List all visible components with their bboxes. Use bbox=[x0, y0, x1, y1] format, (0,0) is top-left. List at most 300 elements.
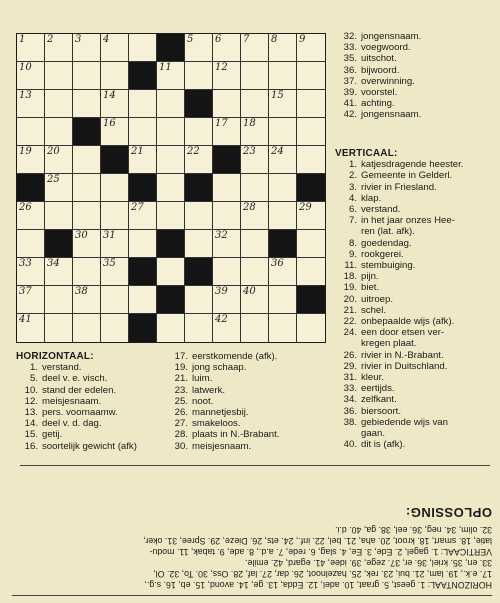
horizontaal-heading: HORIZONTAAL: bbox=[16, 351, 94, 362]
clue-number: 4 bbox=[103, 34, 110, 45]
grid-cell[interactable] bbox=[269, 174, 297, 202]
clue-number: 12 bbox=[215, 62, 228, 73]
black-square bbox=[185, 258, 213, 286]
clue-item bbox=[335, 65, 495, 76]
clue-item bbox=[166, 407, 326, 418]
grid-cell[interactable] bbox=[73, 258, 101, 286]
clue-item bbox=[16, 418, 186, 429]
clue-number: 29. bbox=[343, 360, 357, 372]
clue-number: 19. bbox=[343, 282, 357, 294]
clue-number: 5 bbox=[187, 34, 194, 45]
clue-item bbox=[16, 362, 186, 373]
clue-number: 36 bbox=[271, 258, 284, 269]
clue-number: 7. bbox=[348, 215, 357, 227]
grid-cell[interactable] bbox=[241, 62, 269, 90]
crossword-grid bbox=[16, 33, 326, 343]
clue-number: 31 bbox=[103, 230, 116, 241]
clue-number: 39 bbox=[215, 286, 228, 297]
black-square bbox=[129, 62, 157, 90]
clue-number: 10. bbox=[24, 384, 38, 396]
clue-number: 4. bbox=[348, 192, 357, 204]
grid-cell[interactable] bbox=[241, 174, 269, 202]
grid-cell[interactable] bbox=[213, 90, 241, 118]
grid-cell[interactable] bbox=[241, 230, 269, 258]
clue-number: 20. bbox=[343, 293, 357, 305]
clue-item bbox=[335, 238, 497, 249]
grid-cell[interactable] bbox=[213, 258, 241, 286]
clue-number: 24. bbox=[343, 327, 357, 339]
grid-cell[interactable] bbox=[17, 230, 45, 258]
grid-cell[interactable] bbox=[101, 34, 129, 62]
clue-text: schel. bbox=[361, 304, 387, 316]
grid-cell[interactable] bbox=[45, 314, 73, 342]
black-square bbox=[129, 258, 157, 286]
clue-number: 3 bbox=[75, 34, 82, 45]
clue-number: 40. bbox=[343, 439, 357, 451]
grid-cell[interactable] bbox=[241, 314, 269, 342]
clue-item bbox=[16, 385, 186, 396]
clue-number: 8 bbox=[271, 34, 278, 45]
clue-number: 21 bbox=[131, 146, 144, 157]
grid-cell[interactable] bbox=[101, 314, 129, 342]
solution-line: 17. e.k., 19. lam, 21. bui, 23. rek, 25. hazelnoot, 26. dar, 27. laf, 28. Oss, 30. To, 32. Ol, bbox=[153, 569, 492, 579]
horizontaal-clues-continued bbox=[335, 31, 495, 121]
divider bbox=[12, 595, 492, 596]
clue-text: kleur. bbox=[361, 372, 384, 384]
clue-text: deel v. e. visch. bbox=[42, 373, 108, 385]
clue-item bbox=[16, 429, 186, 440]
clue-item bbox=[335, 260, 497, 271]
solution-line: 32. olim, 34. neg, 36. eel, 38. ga, 40. d.i. bbox=[335, 525, 492, 535]
grid-cell[interactable] bbox=[101, 90, 129, 118]
grid-cell[interactable] bbox=[73, 202, 101, 230]
clue-number: 5. bbox=[29, 373, 38, 385]
clue-item bbox=[335, 193, 497, 204]
grid-cell[interactable] bbox=[297, 146, 325, 174]
clue-text: onbepaalde wijs (afk). bbox=[361, 316, 455, 328]
verticaal-heading: VERTICAAL: bbox=[335, 148, 398, 159]
grid-cell[interactable] bbox=[101, 62, 129, 90]
clue-number: 14. bbox=[24, 418, 38, 430]
grid-cell[interactable] bbox=[269, 314, 297, 342]
grid-cell[interactable] bbox=[45, 62, 73, 90]
clue-item bbox=[166, 373, 326, 384]
black-square bbox=[101, 146, 129, 174]
clue-item bbox=[166, 362, 326, 373]
grid-cell[interactable] bbox=[269, 202, 297, 230]
grid-cell[interactable] bbox=[157, 62, 185, 90]
clue-number: 36. bbox=[343, 405, 357, 417]
grid-cell[interactable] bbox=[157, 146, 185, 174]
clue-text: jongensnaam. bbox=[361, 109, 422, 121]
clue-number: 22. bbox=[343, 316, 357, 328]
clue-text: jongensnaam. bbox=[361, 31, 422, 42]
clue-text: een door etsen ver- kregen plaat. bbox=[361, 327, 445, 350]
clue-item bbox=[335, 350, 497, 361]
clue-text: getij. bbox=[42, 429, 63, 441]
clue-item bbox=[335, 53, 495, 64]
clue-number: 3. bbox=[348, 181, 357, 193]
grid-cell[interactable] bbox=[101, 174, 129, 202]
clue-number: 7 bbox=[243, 34, 250, 45]
solution-title: OPLOSSING: bbox=[405, 505, 492, 520]
grid-cell[interactable] bbox=[213, 174, 241, 202]
grid-cell[interactable] bbox=[157, 314, 185, 342]
clue-number: 16. bbox=[24, 440, 38, 452]
grid-cell[interactable] bbox=[241, 90, 269, 118]
grid-cell[interactable] bbox=[73, 62, 101, 90]
clue-item bbox=[335, 42, 495, 53]
grid-cell[interactable] bbox=[157, 258, 185, 286]
clue-item bbox=[335, 406, 497, 417]
grid-cell[interactable] bbox=[73, 90, 101, 118]
clue-item bbox=[166, 418, 326, 429]
clue-number: 35. bbox=[343, 53, 357, 65]
grid-cell[interactable] bbox=[157, 118, 185, 146]
grid-cell[interactable] bbox=[297, 314, 325, 342]
grid-cell[interactable] bbox=[269, 258, 297, 286]
grid-cell[interactable] bbox=[269, 62, 297, 90]
clue-text: latwerk. bbox=[192, 384, 226, 396]
grid-cell[interactable] bbox=[129, 34, 157, 62]
clue-item bbox=[335, 417, 497, 439]
clue-number: 1. bbox=[348, 159, 357, 171]
clue-text: katjesdragende heester. bbox=[361, 159, 464, 171]
clue-number: 23 bbox=[243, 146, 256, 157]
black-square bbox=[269, 230, 297, 258]
solution-line: latie, 18. smart, 18. kroot, 20. aha, 21. bel, 22. inf., 24. ets, 26. Dieze, 29. Spree, 31. oker, bbox=[143, 536, 492, 546]
grid-cell[interactable] bbox=[297, 202, 325, 230]
clue-number: 9 bbox=[299, 34, 306, 45]
black-square bbox=[213, 146, 241, 174]
clue-number: 2. bbox=[348, 170, 357, 182]
clue-item bbox=[166, 429, 326, 440]
clue-item bbox=[335, 204, 497, 215]
grid-cell[interactable] bbox=[17, 202, 45, 230]
clue-number: 32 bbox=[215, 230, 228, 241]
clue-number: 32. bbox=[343, 31, 357, 42]
clue-number: 2 bbox=[47, 34, 54, 45]
clue-text: verstand. bbox=[361, 204, 401, 216]
black-square bbox=[73, 118, 101, 146]
grid-cell[interactable] bbox=[129, 118, 157, 146]
clue-text: meisjesnaam. bbox=[192, 440, 252, 452]
grid-cell[interactable] bbox=[185, 62, 213, 90]
clue-text: goedendag. bbox=[361, 237, 412, 249]
clue-item bbox=[166, 441, 326, 452]
clue-text: in het jaar onzes Hee- ren (lat. afk). bbox=[361, 215, 455, 238]
clue-number: 6 bbox=[215, 34, 222, 45]
clue-item bbox=[166, 385, 326, 396]
clue-text: klap. bbox=[361, 192, 382, 204]
grid-cell[interactable] bbox=[45, 258, 73, 286]
clue-number: 42 bbox=[215, 314, 228, 325]
clue-number: 26. bbox=[343, 349, 357, 361]
clue-text: Gemeente in Gelderl. bbox=[361, 170, 453, 182]
clue-item bbox=[335, 109, 495, 120]
clue-item bbox=[335, 249, 497, 260]
clue-text: uitroep. bbox=[361, 293, 393, 305]
clue-number: 21. bbox=[343, 304, 357, 316]
grid-cell[interactable] bbox=[213, 314, 241, 342]
clue-item bbox=[335, 394, 497, 405]
clue-item bbox=[335, 87, 495, 98]
clue-item bbox=[335, 170, 497, 181]
grid-cell[interactable] bbox=[45, 286, 73, 314]
grid-cell[interactable] bbox=[241, 258, 269, 286]
black-square bbox=[45, 230, 73, 258]
solution-line: 33. en, 35. kriel, 36. er, 37. zege, 39. idee, 41. egard, 42. emile. bbox=[245, 558, 492, 568]
clue-number: 33 bbox=[19, 258, 32, 269]
clue-number: 25 bbox=[47, 174, 60, 185]
grid-cell[interactable] bbox=[185, 146, 213, 174]
clue-item bbox=[166, 396, 326, 407]
clue-text: bijwoord. bbox=[361, 64, 400, 76]
clue-text: pers. voornaamw. bbox=[42, 407, 118, 419]
grid-cell[interactable] bbox=[17, 62, 45, 90]
grid-cell[interactable] bbox=[213, 230, 241, 258]
clue-text: zelfkant. bbox=[361, 394, 397, 406]
clue-number: 39. bbox=[343, 87, 357, 99]
clue-number: 41 bbox=[19, 314, 32, 325]
clue-number: 37. bbox=[343, 75, 357, 87]
clue-number: 38 bbox=[75, 286, 88, 297]
clue-number: 22 bbox=[187, 146, 200, 157]
clue-number: 1 bbox=[19, 34, 26, 45]
clue-number: 18 bbox=[243, 118, 256, 129]
solution-line: HORIZONTAAL: 1. geest, 5. graat, 10. adel, 12. Edda, 13. ge, 14. avond, 15. eb, 16. s.g., bbox=[144, 580, 492, 590]
grid-cell[interactable] bbox=[45, 202, 73, 230]
grid-cell[interactable] bbox=[73, 286, 101, 314]
grid-cell[interactable] bbox=[297, 90, 325, 118]
clue-number: 17. bbox=[174, 351, 188, 362]
clue-number: 40 bbox=[243, 286, 256, 297]
clue-text: pijn. bbox=[361, 271, 379, 283]
grid-cell[interactable] bbox=[213, 34, 241, 62]
grid-cell[interactable] bbox=[17, 286, 45, 314]
clue-text: uitschot. bbox=[361, 53, 397, 65]
grid-cell[interactable] bbox=[185, 286, 213, 314]
clue-number: 19. bbox=[174, 362, 188, 374]
grid-cell[interactable] bbox=[269, 34, 297, 62]
grid-cell[interactable] bbox=[45, 174, 73, 202]
clue-number: 15. bbox=[24, 429, 38, 441]
clue-text: biet. bbox=[361, 282, 380, 294]
grid-cell[interactable] bbox=[101, 286, 129, 314]
grid-cell[interactable] bbox=[17, 314, 45, 342]
grid-cell[interactable] bbox=[185, 34, 213, 62]
grid-cell[interactable] bbox=[17, 34, 45, 62]
grid-cell[interactable] bbox=[157, 202, 185, 230]
clue-number: 25. bbox=[174, 395, 188, 407]
solution-upside-down bbox=[8, 466, 492, 596]
clue-item bbox=[335, 159, 497, 170]
clue-number: 29 bbox=[299, 202, 312, 213]
clue-text: eerstkomende (afk). bbox=[192, 351, 278, 362]
clue-number: 15 bbox=[271, 90, 284, 101]
clue-number: 18. bbox=[343, 271, 357, 283]
clue-number: 36. bbox=[343, 64, 357, 76]
clue-number: 28 bbox=[243, 202, 256, 213]
grid-cell[interactable] bbox=[269, 118, 297, 146]
grid-cell[interactable] bbox=[297, 34, 325, 62]
clue-text: stand der edelen. bbox=[42, 384, 117, 396]
clue-item bbox=[335, 271, 497, 282]
clue-number: 1. bbox=[29, 362, 38, 374]
clue-number: 41. bbox=[343, 98, 357, 110]
clue-item bbox=[335, 361, 497, 372]
grid-cell[interactable] bbox=[185, 118, 213, 146]
grid-cell[interactable] bbox=[241, 286, 269, 314]
clue-text: stembuiging. bbox=[361, 260, 416, 272]
grid-cell[interactable] bbox=[101, 202, 129, 230]
grid-cell[interactable] bbox=[101, 118, 129, 146]
grid-cell[interactable] bbox=[129, 286, 157, 314]
clue-text: voegwoord. bbox=[361, 42, 411, 54]
grid-cell[interactable] bbox=[185, 314, 213, 342]
black-square bbox=[185, 174, 213, 202]
clue-text: plaats in N.-Brabant. bbox=[192, 429, 280, 441]
clue-item bbox=[335, 439, 497, 450]
grid-cell[interactable] bbox=[73, 314, 101, 342]
clue-item bbox=[16, 396, 186, 407]
grid-cell[interactable] bbox=[297, 230, 325, 258]
clue-text: rookgerei. bbox=[361, 248, 404, 260]
grid-cell[interactable] bbox=[213, 202, 241, 230]
clue-number: 12. bbox=[24, 395, 38, 407]
clue-text: mannetjesbij. bbox=[192, 407, 249, 419]
grid-cell[interactable] bbox=[129, 202, 157, 230]
grid-cell[interactable] bbox=[101, 230, 129, 258]
grid-cell[interactable] bbox=[241, 34, 269, 62]
clue-number: 27. bbox=[174, 418, 188, 430]
grid-cell[interactable] bbox=[73, 34, 101, 62]
grid-cell[interactable] bbox=[185, 202, 213, 230]
grid-cell[interactable] bbox=[129, 230, 157, 258]
clue-number: 33. bbox=[343, 383, 357, 395]
solution-line: VERTICAAL: 1. gagel, 2. Ede, 3. Ee, 4. slag, 6. rede, 7. a.d., 8. ade, 9. tabak, 11. modu- bbox=[149, 547, 492, 557]
clue-text: deel v. d. dag. bbox=[42, 418, 102, 430]
clue-text: achting. bbox=[361, 98, 395, 110]
grid-cell[interactable] bbox=[157, 174, 185, 202]
grid-cell[interactable] bbox=[17, 118, 45, 146]
grid-cell[interactable] bbox=[269, 146, 297, 174]
clue-number: 34. bbox=[343, 394, 357, 406]
clue-number: 33. bbox=[343, 42, 357, 54]
verticaal-clues bbox=[335, 148, 497, 450]
clue-number: 30. bbox=[174, 440, 188, 452]
clue-item bbox=[335, 327, 497, 349]
grid-cell[interactable] bbox=[185, 230, 213, 258]
clue-number: 11. bbox=[344, 260, 357, 272]
grid-cell[interactable] bbox=[241, 202, 269, 230]
clue-text: smakeloos. bbox=[192, 418, 241, 430]
clue-number: 11 bbox=[159, 62, 172, 73]
clue-item bbox=[335, 182, 497, 193]
clue-item bbox=[335, 215, 497, 237]
black-square bbox=[157, 230, 185, 258]
clue-text: rivier in N.-Brabant. bbox=[361, 349, 444, 361]
clue-text: gebiedende wijs van gaan. bbox=[361, 416, 448, 440]
clue-number: 16 bbox=[103, 118, 116, 129]
clue-number: 23. bbox=[174, 384, 188, 396]
grid-cell[interactable] bbox=[129, 146, 157, 174]
clue-text: rivier in Friesland. bbox=[361, 181, 437, 193]
clue-item bbox=[335, 316, 497, 327]
grid-cell[interactable] bbox=[73, 146, 101, 174]
clue-item bbox=[335, 98, 495, 109]
clue-number: 6. bbox=[348, 204, 357, 216]
grid-cell[interactable] bbox=[129, 90, 157, 118]
clue-number: 34 bbox=[47, 258, 60, 269]
horizontaal-clues bbox=[16, 351, 186, 452]
black-square bbox=[157, 34, 185, 62]
black-square bbox=[129, 314, 157, 342]
grid-cell[interactable] bbox=[45, 146, 73, 174]
grid-cell[interactable] bbox=[17, 90, 45, 118]
clue-number: 26. bbox=[174, 407, 188, 419]
clue-number: 31. bbox=[343, 372, 357, 384]
clue-text: soortelijk gewicht (afk) bbox=[42, 440, 137, 452]
black-square bbox=[297, 174, 325, 202]
grid-cell[interactable] bbox=[213, 118, 241, 146]
clue-item bbox=[166, 351, 326, 362]
clue-number: 24 bbox=[271, 146, 284, 157]
clue-item bbox=[335, 383, 497, 394]
grid-cell[interactable] bbox=[213, 62, 241, 90]
grid-cell[interactable] bbox=[45, 118, 73, 146]
clue-number: 19 bbox=[19, 146, 32, 157]
clue-item bbox=[335, 31, 495, 42]
grid-cell[interactable] bbox=[45, 90, 73, 118]
grid-cell[interactable] bbox=[269, 286, 297, 314]
clue-number: 13 bbox=[19, 90, 32, 101]
clue-item bbox=[335, 282, 497, 293]
grid-cell[interactable] bbox=[73, 230, 101, 258]
grid-cell[interactable] bbox=[45, 34, 73, 62]
grid-cell[interactable] bbox=[269, 90, 297, 118]
clue-number: 42. bbox=[343, 109, 357, 121]
grid-cell[interactable] bbox=[157, 90, 185, 118]
clue-number: 20 bbox=[47, 146, 60, 157]
clue-number: 21. bbox=[174, 373, 188, 385]
grid-cell[interactable] bbox=[17, 258, 45, 286]
clue-item bbox=[335, 305, 497, 316]
grid-cell[interactable] bbox=[73, 174, 101, 202]
grid-cell[interactable] bbox=[297, 62, 325, 90]
clue-text: verstand. bbox=[42, 362, 82, 374]
grid-cell[interactable] bbox=[101, 258, 129, 286]
grid-cell[interactable] bbox=[297, 258, 325, 286]
grid-cell[interactable] bbox=[17, 146, 45, 174]
black-square bbox=[297, 286, 325, 314]
clue-item bbox=[335, 372, 497, 383]
grid-cell[interactable] bbox=[241, 118, 269, 146]
clue-text: voorstel. bbox=[361, 87, 398, 99]
black-square bbox=[129, 174, 157, 202]
grid-cell[interactable] bbox=[297, 118, 325, 146]
clue-item bbox=[335, 76, 495, 87]
clue-number: 13. bbox=[24, 407, 38, 419]
clue-text: meisjesnaam. bbox=[42, 395, 102, 407]
clue-text: biersoort. bbox=[361, 405, 401, 417]
clue-text: noot. bbox=[192, 395, 214, 407]
clue-number: 30 bbox=[75, 230, 88, 241]
grid-cell[interactable] bbox=[241, 146, 269, 174]
clue-number: 14 bbox=[103, 90, 116, 101]
grid-cell[interactable] bbox=[213, 286, 241, 314]
clue-text: rivier in Duitschland. bbox=[361, 360, 448, 372]
